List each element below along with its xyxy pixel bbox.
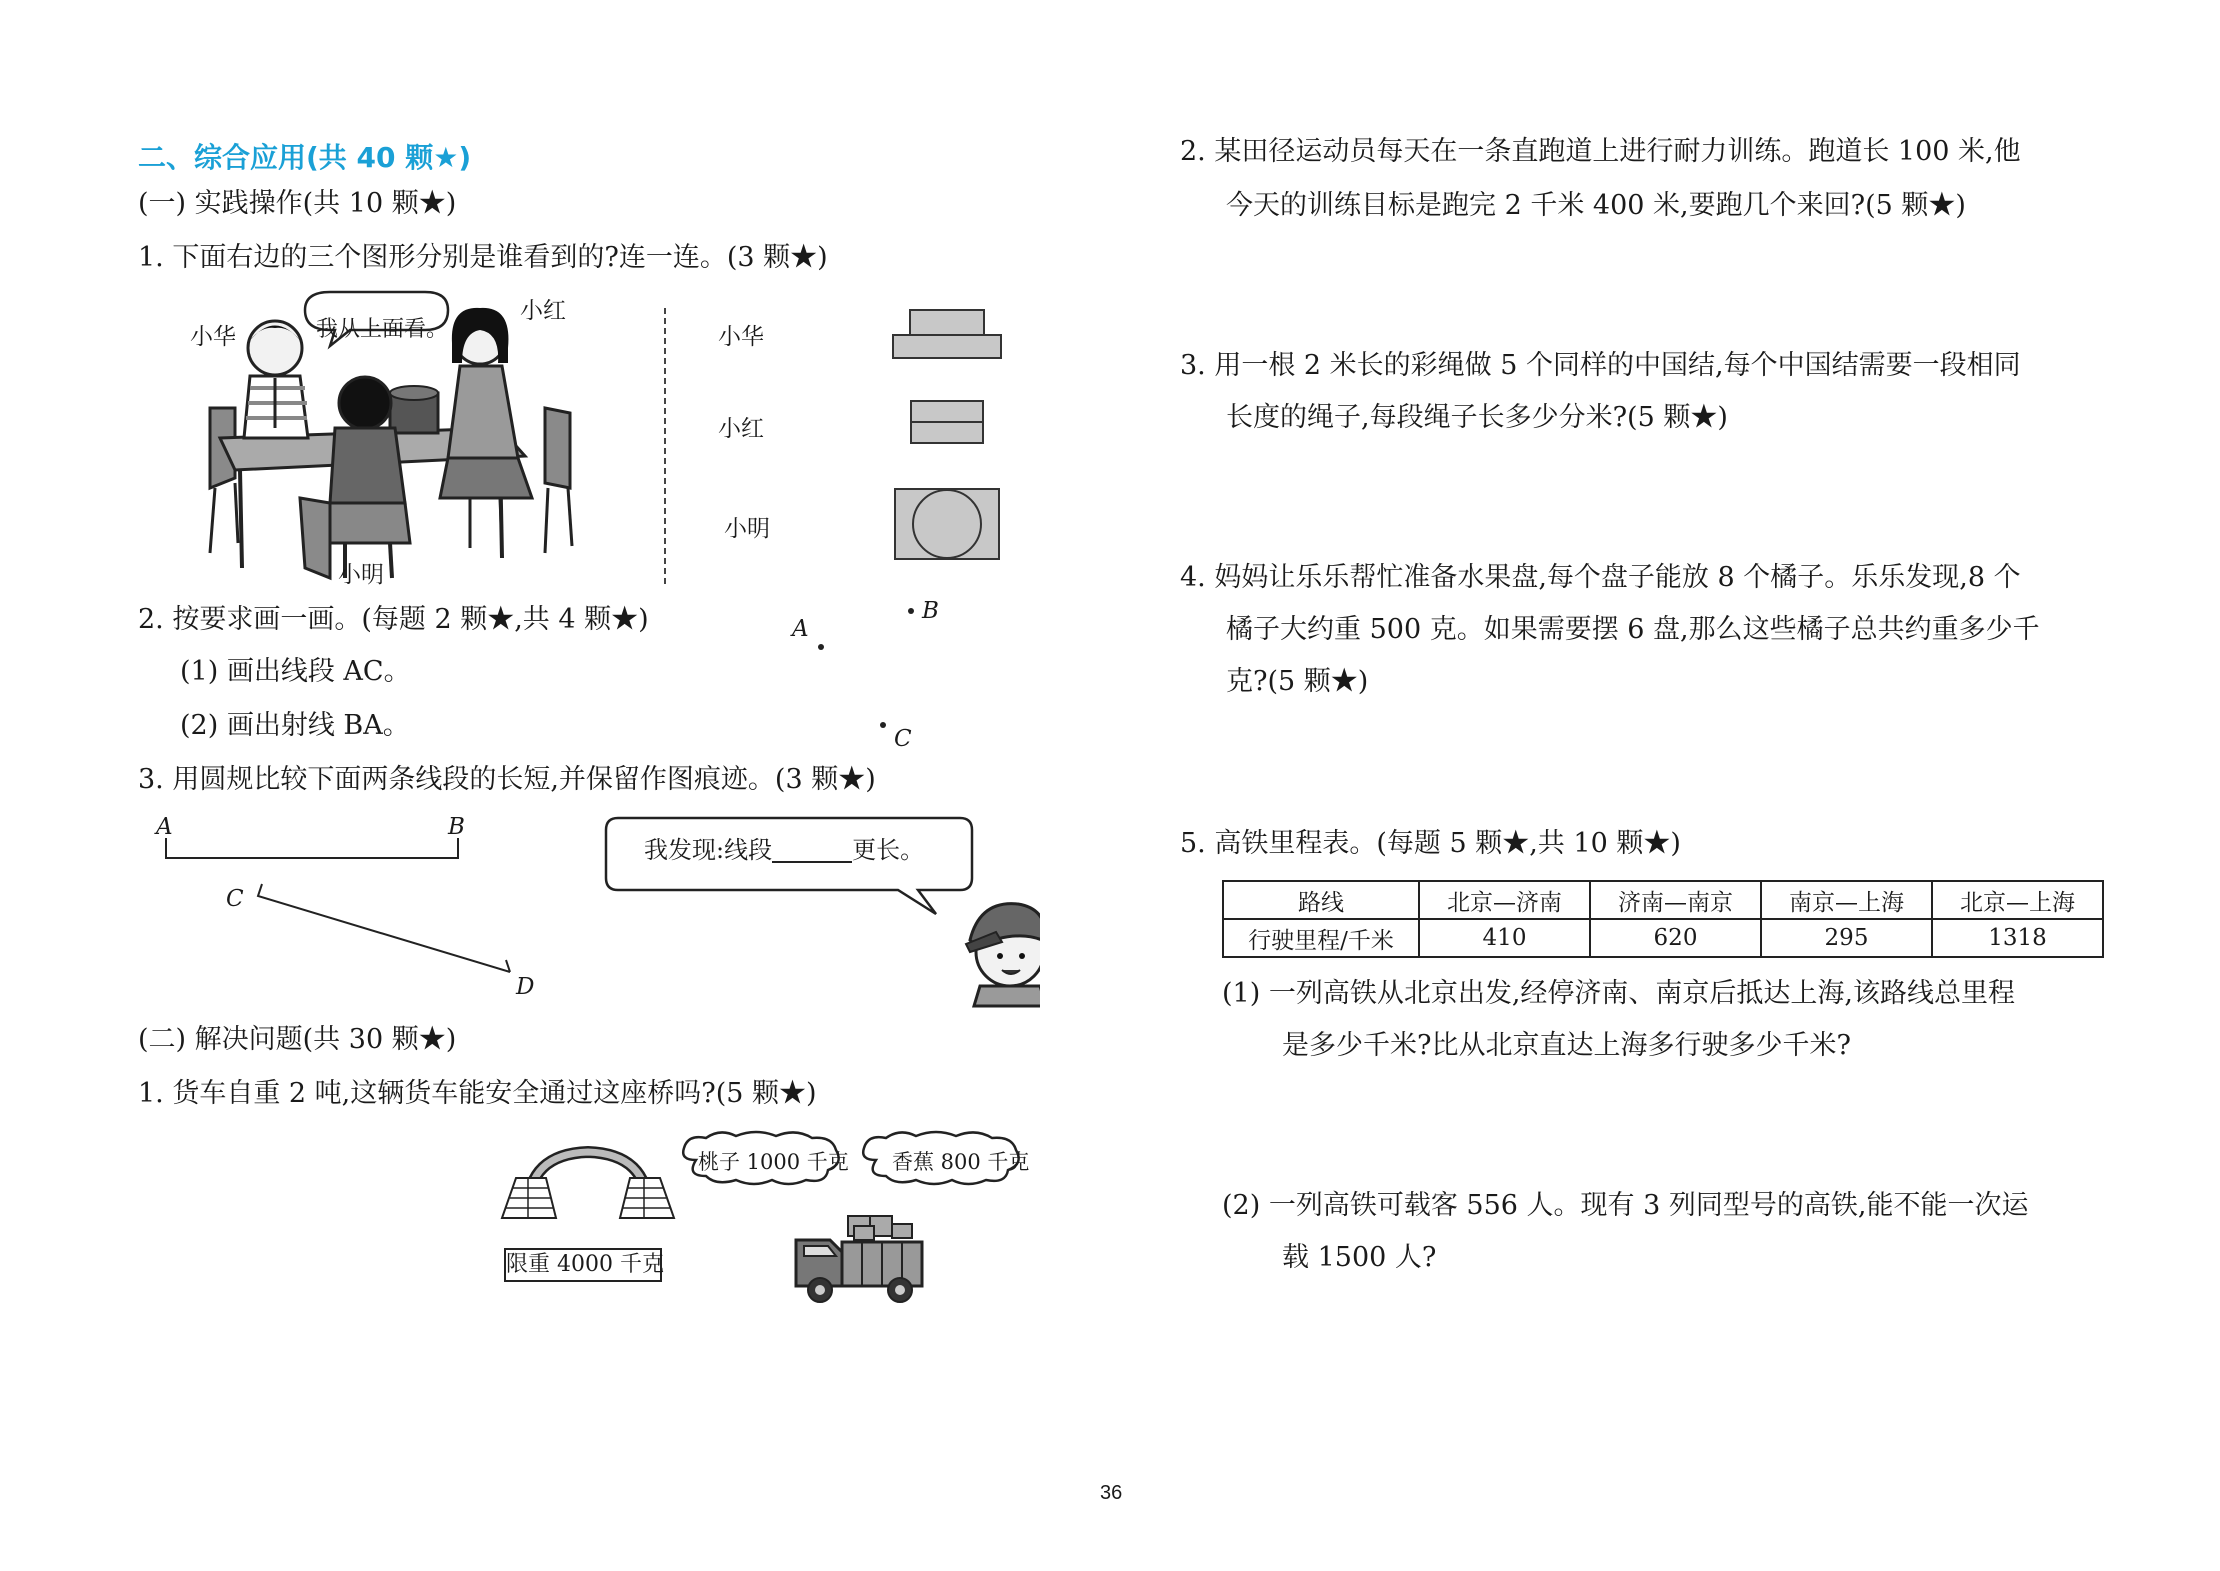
segment-point-d-label: D <box>516 974 535 1000</box>
segment-point-b-label: B <box>448 814 465 840</box>
part1-title: (一) 实践操作(共 10 颗★) <box>138 188 457 219</box>
point-c-dot <box>880 722 886 728</box>
point-c-label: C <box>894 726 912 752</box>
right-q5-sub1-line1: (1) 一列高铁从北京出发,经停济南、南京后抵达上海,该路线总里程 <box>1222 978 2015 1009</box>
question-2-sub1: (1) 画出线段 AC。 <box>180 656 411 687</box>
table-cell: 620 <box>1590 919 1761 957</box>
question-truck-text: 1. 货车自重 2 吨,这辆货车能安全通过这座桥吗?(5 颗★) <box>138 1078 817 1109</box>
table-cell: 行驶里程/千米 <box>1223 919 1419 957</box>
cloud-peaches-text: 桃子 1000 千克 <box>698 1150 849 1174</box>
point-b-label: B <box>922 598 939 624</box>
right-q2-line1: 2. 某田径运动员每天在一条直跑道上进行耐力训练。跑道长 100 米,他 <box>1180 136 2021 167</box>
right-q4-line3: 克?(5 颗★) <box>1226 666 1369 697</box>
speech-bubble-text: 我从上面看。 <box>316 317 449 342</box>
discovery-text-before: 我发现:线段 <box>644 836 773 864</box>
view-figure-front <box>890 306 1010 366</box>
match-name-xiaohong: 小红 <box>718 416 764 442</box>
segment-point-a-label: A <box>156 814 173 840</box>
table-header-cell: 北京—济南 <box>1419 881 1590 919</box>
label-xiaoming: 小明 <box>338 562 384 588</box>
mileage-table <box>1222 880 2104 958</box>
discovery-bubble-text <box>644 836 924 865</box>
table-header-cell: 济南—南京 <box>1590 881 1761 919</box>
question-1-text: 1. 下面右边的三个图形分别是谁看到的?连一连。(3 颗★) <box>138 242 828 273</box>
point-b-dot <box>908 608 914 614</box>
label-xiaohua: 小华 <box>190 324 236 350</box>
dashed-divider <box>664 308 666 584</box>
right-q5-sub2-line1: (2) 一列高铁可载客 556 人。现有 3 列同型号的高铁,能不能一次运 <box>1222 1190 2029 1221</box>
right-q4-line2: 橘子大约重 500 克。如果需要摆 6 盘,那么这些橘子总共约重多少千 <box>1226 614 2040 645</box>
right-q3-line1: 3. 用一根 2 米长的彩绳做 5 个同样的中国结,每个中国结需要一段相同 <box>1180 350 2021 381</box>
part2-title: (二) 解决问题(共 30 颗★) <box>138 1024 457 1055</box>
right-q3-line2: 长度的绳子,每段绳子长多少分米?(5 颗★) <box>1226 402 1728 433</box>
table-header-row <box>1223 881 2103 919</box>
table-row <box>1223 919 2103 957</box>
cloud-bananas-text: 香蕉 800 千克 <box>892 1150 1030 1174</box>
truck-illustration <box>790 1212 930 1306</box>
point-a-dot <box>818 644 824 650</box>
match-name-xiaohua: 小华 <box>718 324 764 350</box>
table-cell: 410 <box>1419 919 1590 957</box>
table-cell: 295 <box>1761 919 1932 957</box>
bridge-illustration <box>498 1140 678 1220</box>
right-q5-sub2-line2: 载 1500 人? <box>1282 1242 1437 1273</box>
label-xiaohong: 小红 <box>520 298 566 324</box>
point-a-label: A <box>792 616 809 642</box>
view-figure-top <box>892 486 1002 562</box>
segment-point-c-label: C <box>226 886 244 912</box>
right-q4-line1: 4. 妈妈让乐乐帮忙准备水果盘,每个盘子能放 8 个橘子。乐乐发现,8 个 <box>1180 562 2021 593</box>
segments-ab-cd <box>150 836 530 976</box>
discovery-text-after: 更长。 <box>852 836 925 864</box>
table-header-cell: 路线 <box>1223 881 1419 919</box>
table-header-cell: 北京—上海 <box>1932 881 2103 919</box>
page-number: 36 <box>1100 1482 1123 1504</box>
question-2-text: 2. 按要求画一画。(每题 2 颗★,共 4 颗★) <box>138 604 649 635</box>
weight-limit-sign: 限重 4000 千克 <box>504 1248 662 1282</box>
view-figure-side <box>908 398 988 448</box>
question-2-sub2: (2) 画出射线 BA。 <box>180 710 410 741</box>
section-title: 二、综合应用(共 40 颗★) <box>138 141 472 174</box>
table-header-cell: 南京—上海 <box>1761 881 1932 919</box>
table-cell: 1318 <box>1932 919 2103 957</box>
answer-blank[interactable] <box>772 841 852 863</box>
question-3-text: 3. 用圆规比较下面两条线段的长短,并保留作图痕迹。(3 颗★) <box>138 764 876 795</box>
right-q5-sub1-line2: 是多少千米?比从北京直达上海多行驶多少千米? <box>1282 1030 1851 1061</box>
match-name-xiaoming: 小明 <box>724 516 770 542</box>
right-q2-line2: 今天的训练目标是跑完 2 千米 400 米,要跑几个来回?(5 颗★) <box>1226 190 1966 221</box>
right-q5-title: 5. 高铁里程表。(每题 5 颗★,共 10 颗★) <box>1180 828 1681 859</box>
